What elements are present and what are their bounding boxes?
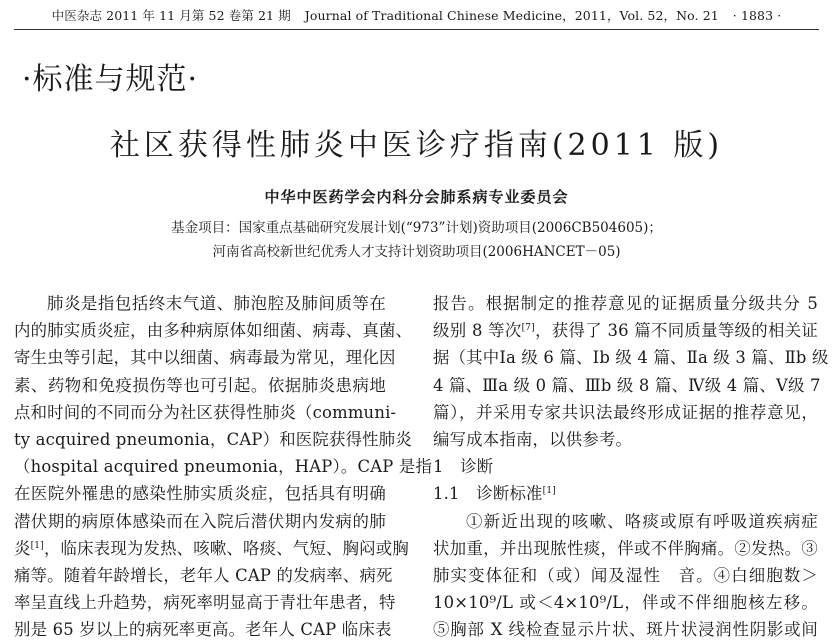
citation-marker: [7] xyxy=(521,323,535,334)
text-line: 别是 65 岁以上的病死率更高。老年人 CAP 临床表 xyxy=(14,620,392,640)
text-line: （hospital acquired pneumonia，HAP）。CAP 是指 xyxy=(14,457,433,477)
text-line: 4 篇、Ⅲa 级 0 篇、Ⅲb 级 8 篇、Ⅳ级 4 篇、Ⅴ级 7 xyxy=(433,375,821,395)
text-line: 报告。根据制定的推荐意见的证据质量分级共分 5 xyxy=(433,294,818,313)
journal-en: Journal of Traditional Chinese Medicine，2011，Vol. 52，No. 21 xyxy=(304,8,719,23)
header-rule xyxy=(14,29,819,30)
text-line: 级别 8 等次[7]，获得了 36 篇不同质量等级的相关证 xyxy=(433,321,819,341)
text-line: 据（其中Ⅰa 级 6 篇、Ⅰb 级 4 篇、Ⅱa 级 3 篇、Ⅱb 级 xyxy=(433,348,829,368)
right-column xyxy=(433,290,829,644)
text-line: 在医院外罹患的感染性肺实质炎症，包括具有明确 xyxy=(14,484,386,504)
section-heading: 1 诊断 xyxy=(433,457,494,477)
author-line: 中华中医药学会内科分会肺系病专业委员会 xyxy=(264,188,569,206)
text-line: 状加重，并出现脓性痰，伴或不伴胸痛。②发热。③ xyxy=(433,538,818,558)
article-title: 社区获得性肺炎中医诊疗指南(2011 版) xyxy=(109,128,724,163)
funding-line: 河南省高校新世纪优秀人才支持计划资助项目(2006HANCET－05) xyxy=(212,244,621,260)
section-label: ·标准与规范· xyxy=(22,62,199,97)
text-line: 痛等。随着年龄增长，老年人 CAP 的发病率、病死 xyxy=(14,566,393,586)
text-line: ty acquired pneumonia，CAP）和医院获得性肺炎 xyxy=(14,430,412,450)
running-header xyxy=(0,6,833,26)
text-line: ⑤胸部 X 线检查显示片状、斑片状浸润性阴影或间 xyxy=(433,620,818,640)
citation-marker: [1] xyxy=(30,540,44,551)
journal-cn: 中医杂志 2011 年 11 月第 52 卷第 21 期 xyxy=(51,8,291,23)
text-line: 编写成本指南，以供参考。 xyxy=(433,430,633,450)
subsection-heading: 1.1 诊断标准[1] xyxy=(433,484,556,504)
funding-line: 基金项目：国家重点基础研究发展计划(“973”计划)资助项目(2006CB504605)； xyxy=(171,220,662,236)
page-number: · 1883 · xyxy=(732,8,782,23)
text-line: 率呈直线上升趋势，病死率明显高于青壮年患者，特 xyxy=(14,593,396,613)
text-line: 内的肺实质炎症，由多种病原体如细菌、病毒、真菌、 xyxy=(14,321,413,341)
text-line: ①新近出现的咳嗽、咯痰或原有呼吸道疾病症 xyxy=(466,511,818,531)
text-line: 点和时间的不同而分为社区获得性肺炎（communi- xyxy=(14,402,397,422)
citation-marker: [1] xyxy=(542,486,556,497)
text-line: 10×10⁹/L 或＜4×10⁹/L，伴或不伴细胞核左移。 xyxy=(433,593,818,613)
text-line: 潜伏期的病原体感染而在入院后潜伏期内发病的肺 xyxy=(14,511,386,531)
text-line: 肺实变体征和（或）闻及湿性 音。④白细胞数＞ xyxy=(433,566,818,586)
text-line: 素、药物和免疫损伤等也可引起。依据肺炎患病地 xyxy=(14,375,386,395)
text-line: 炎[1]，临床表现为发热、咳嗽、咯痰、气短、胸闷或胸 xyxy=(14,538,409,558)
left-column xyxy=(14,290,433,644)
text-line: 寄生虫等引起，其中以细菌、病毒最为常见，理化因 xyxy=(14,348,396,368)
text-line: 肺炎是指包括终末气道、肺泡腔及肺间质等在 xyxy=(47,294,386,313)
text-line: 篇），并采用专家共识法最终形成证据的推荐意见， xyxy=(433,402,818,422)
